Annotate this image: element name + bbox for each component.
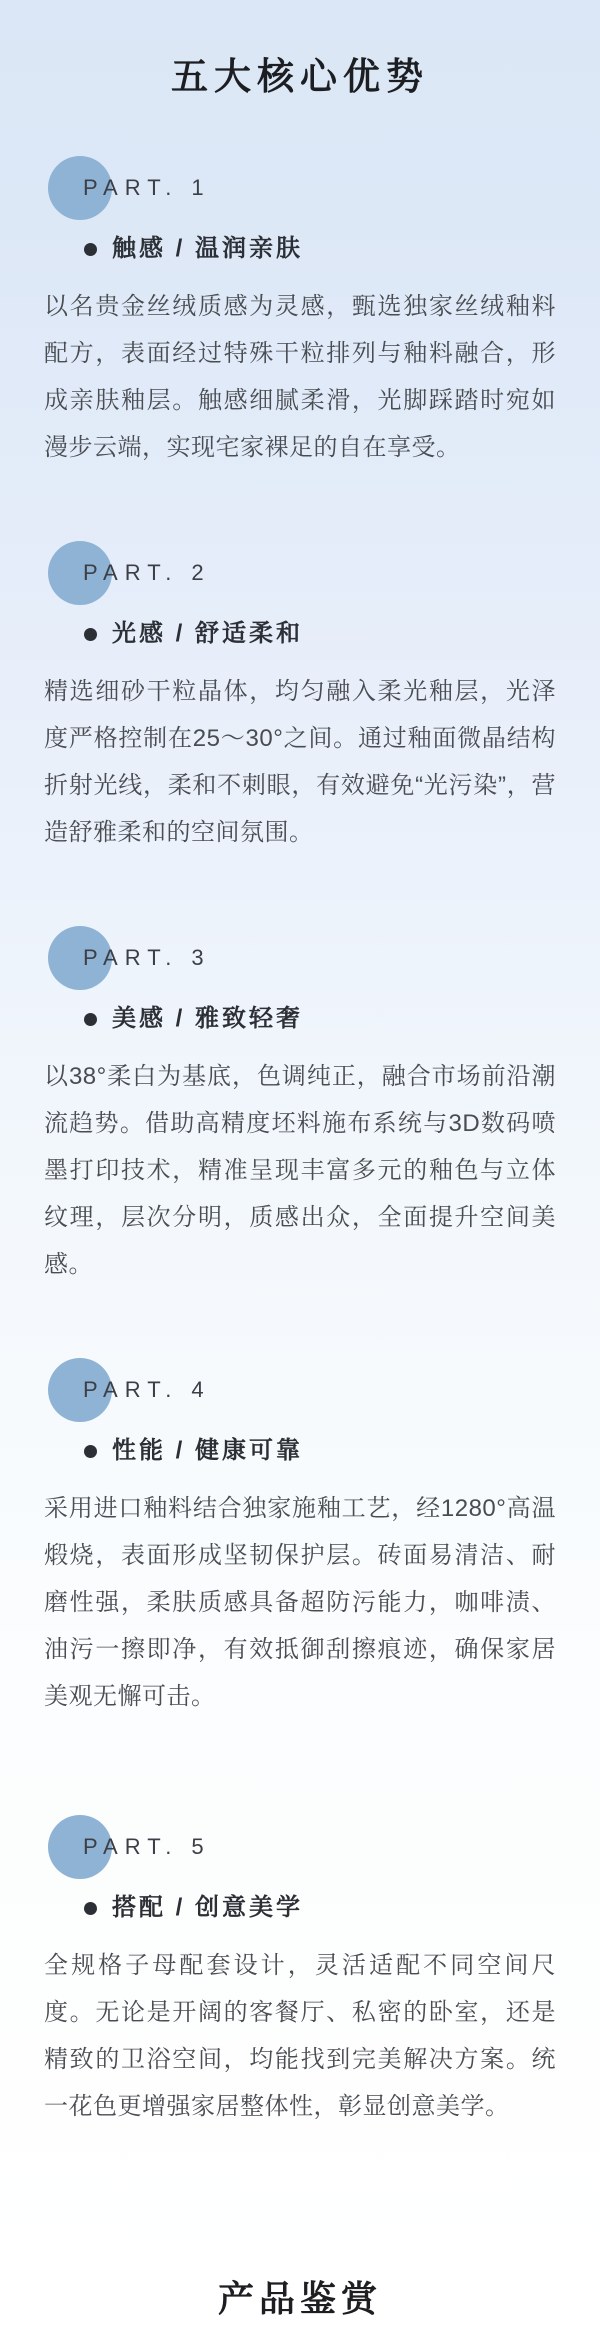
- bullet-icon: [84, 1013, 97, 1026]
- section-body: 以名贵金丝绒质感为灵感，甄选独家丝绒釉料配方，表面经过特殊干粒排列与釉料融合，形成亲肤釉层。触感细腻柔滑，光脚踩踏时宛如漫步云端，实现宅家裸足的自在享受。: [44, 293, 556, 461]
- feature-heading-text: 性能 / 健康可靠: [112, 1437, 304, 1464]
- part-label: PART. 4: [83, 1377, 211, 1402]
- feature-heading: [84, 1892, 600, 1924]
- advantage-section-2: [0, 541, 600, 856]
- part-label: PART. 2: [83, 560, 211, 585]
- feature-heading: [84, 618, 600, 650]
- bullet-icon: [84, 1902, 97, 1915]
- page-title: 五大核心优势: [171, 56, 429, 97]
- part-header: [48, 156, 600, 220]
- part-label: PART. 1: [83, 175, 211, 200]
- section-body: 采用进口釉料结合独家施釉工艺，经1280°高温煅烧，表面形成坚韧保护层。砖面易清洁、耐磨性强，柔肤质感具备超防污能力，咖啡渍、油污一擦即净，有效抵御刮擦痕迹，确保家居美观无懈可击。: [44, 1495, 556, 1710]
- section-body: 精选细砂干粒晶体，均匀融入柔光釉层，光泽度严格控制在25～30°之间。通过釉面微晶结构折射光线，柔和不刺眼，有效避免“光污染”，营造舒雅柔和的空间氛围。: [44, 678, 556, 846]
- product-gallery-title: 产品鉴赏: [217, 2278, 382, 2319]
- feature-heading: [84, 1003, 600, 1035]
- part-header: [48, 926, 600, 990]
- bullet-icon: [84, 628, 97, 641]
- part-label: PART. 5: [83, 1834, 211, 1859]
- bullet-icon: [84, 1445, 97, 1458]
- section-body: 以38°柔白为基底，色调纯正，融合市场前沿潮流趋势。借助高精度坯料施布系统与3D数码喷墨打印技术，精准呈现丰富多元的釉色与立体纹理，层次分明，质感出众，全面提升空间美感。: [44, 1063, 556, 1278]
- feature-heading: [84, 1435, 600, 1467]
- feature-heading-text: 搭配 / 创意美学: [112, 1894, 304, 1921]
- advantage-section-3: [0, 926, 600, 1288]
- part-header: [48, 1815, 600, 1879]
- section-body: 全规格子母配套设计，灵活适配不同空间尺度。无论是开阔的客餐厅、私密的卧室，还是精致的卫浴空间，均能找到完美解决方案。统一花色更增强家居整体性，彰显创意美学。: [44, 1952, 556, 2120]
- feature-heading-text: 触感 / 温润亲肤: [112, 235, 304, 262]
- part-header: [48, 541, 600, 605]
- feature-heading-text: 光感 / 舒适柔和: [112, 620, 304, 647]
- advantage-section-5: [0, 1815, 600, 2130]
- advantage-section-1: [0, 156, 600, 471]
- bullet-icon: [84, 243, 97, 256]
- feature-heading: [84, 233, 600, 265]
- advantage-section-4: [0, 1358, 600, 1720]
- part-label: PART. 3: [83, 945, 211, 970]
- feature-heading-text: 美感 / 雅致轻奢: [112, 1005, 304, 1032]
- part-header: [48, 1358, 600, 1422]
